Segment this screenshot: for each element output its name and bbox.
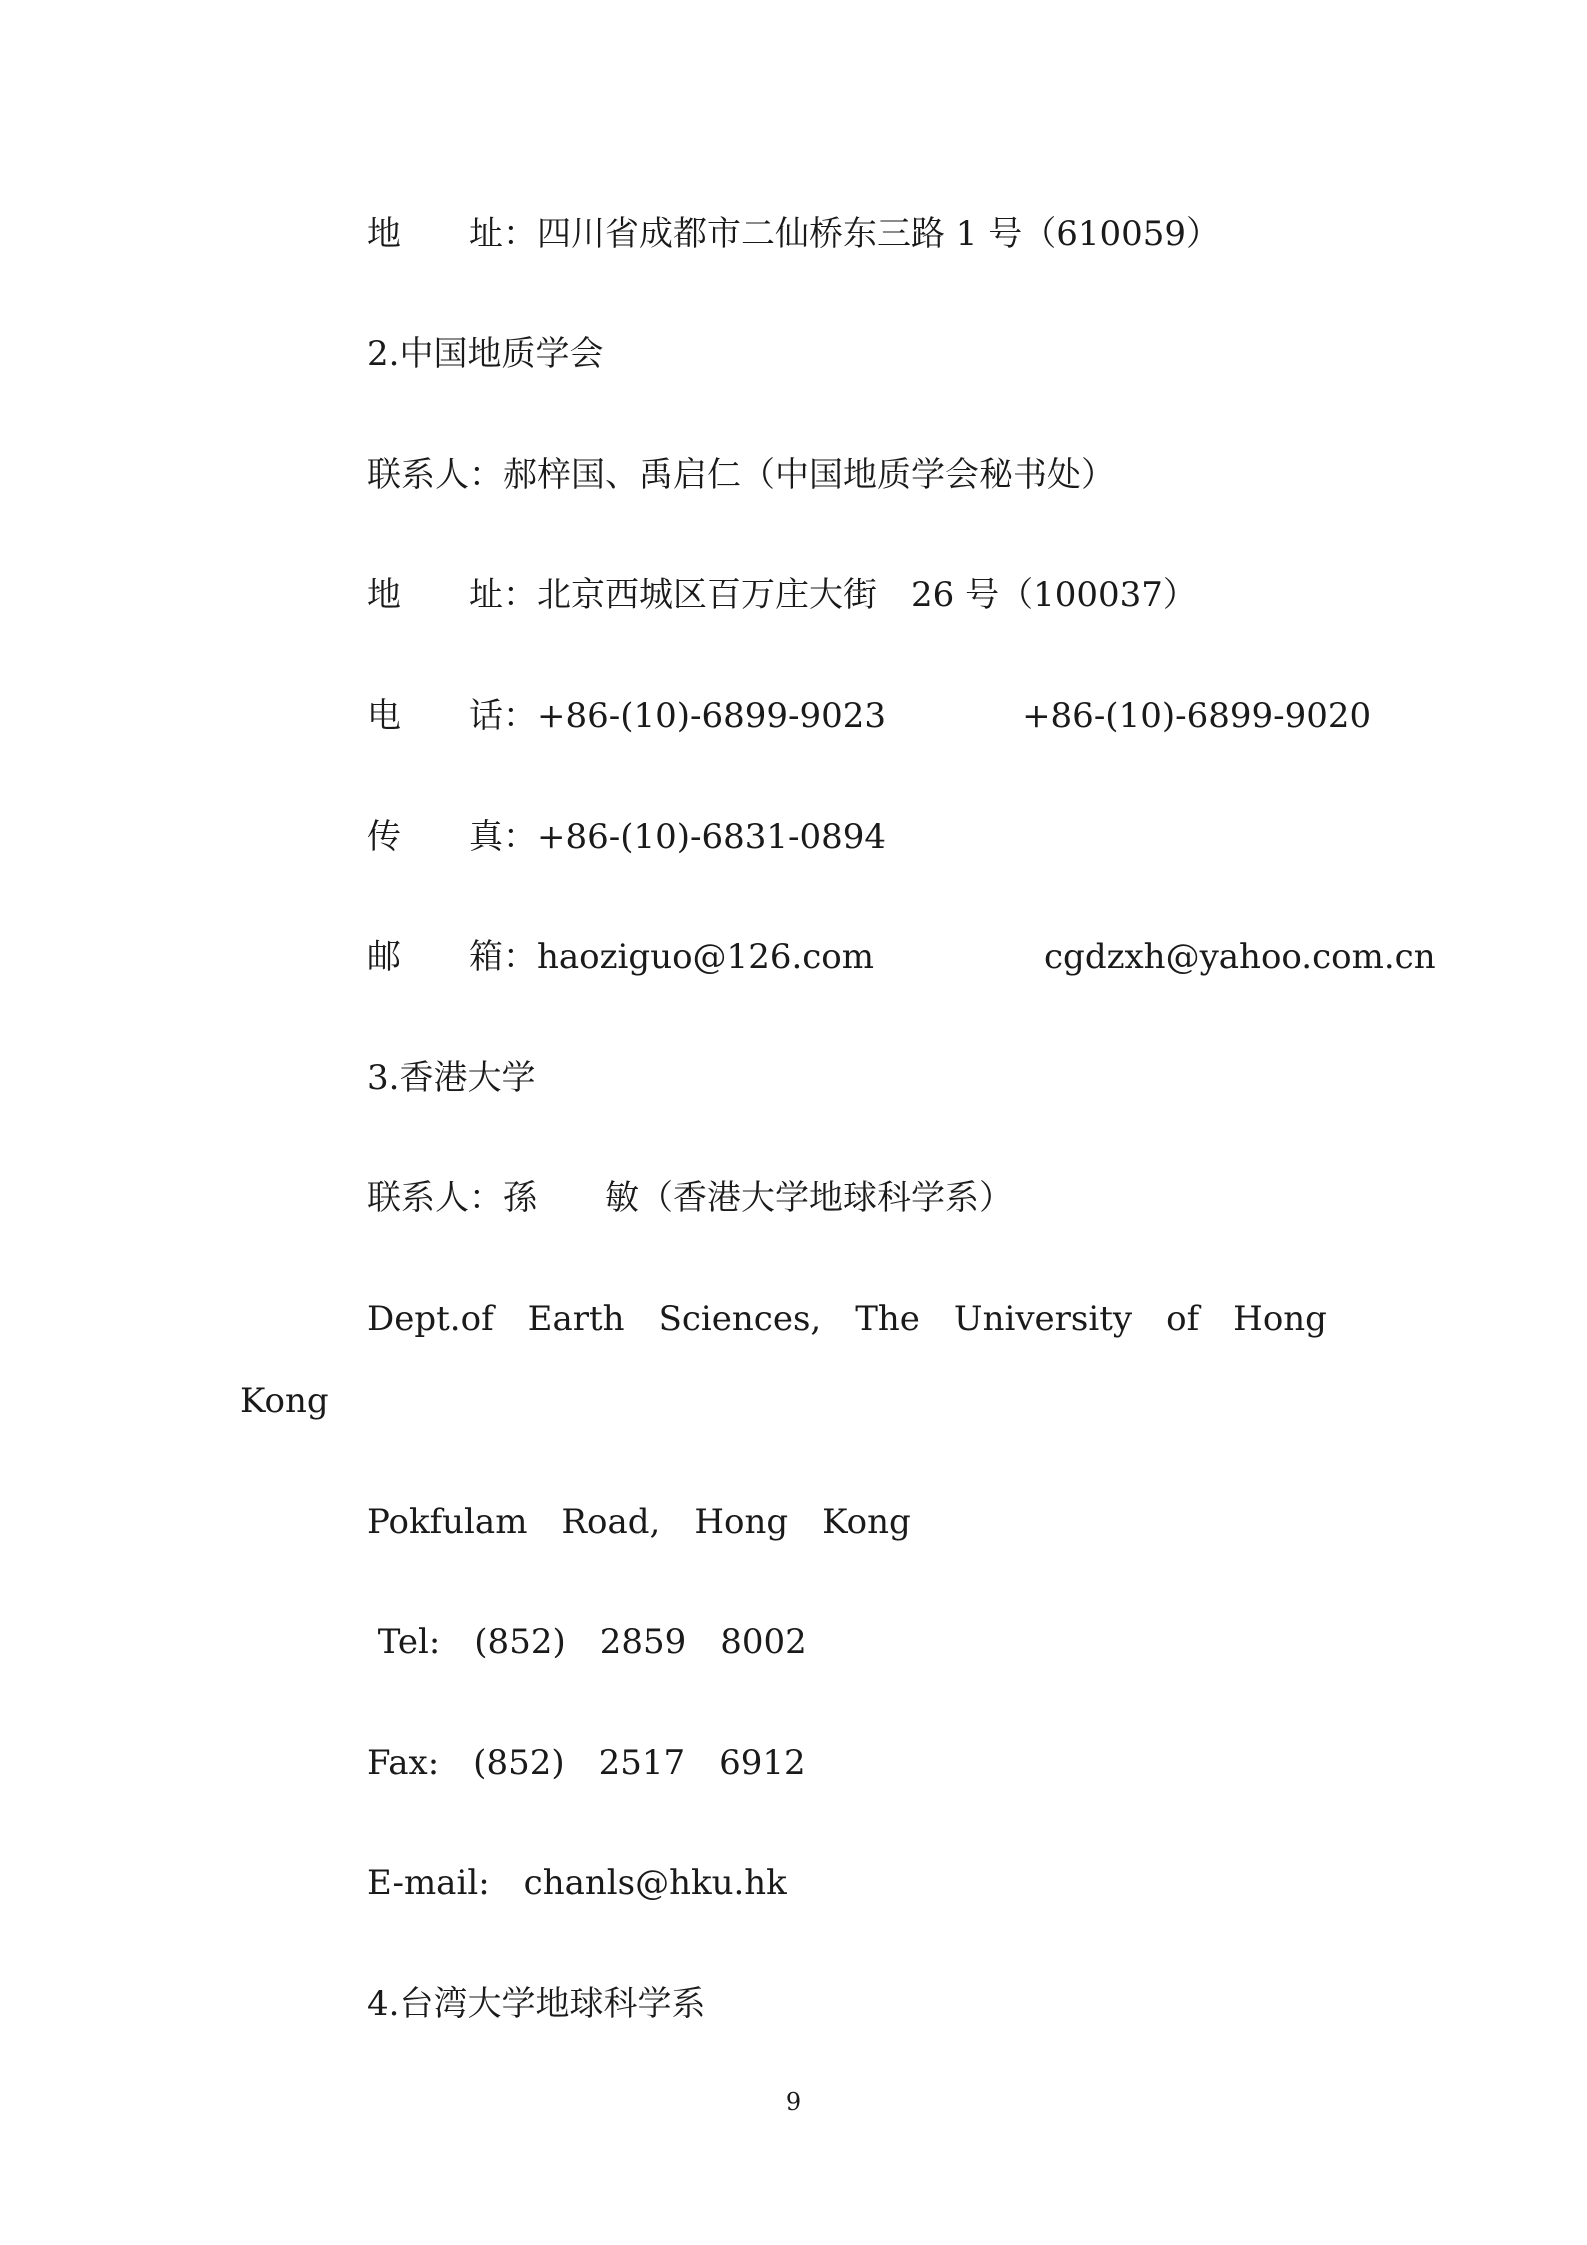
- contact-person-line-hku: 联系人：孫 敏（香港大学地球科学系）: [367, 1178, 1013, 1218]
- english-address-line: Dept.of Earth Sciences, The University of Hong: [367, 1299, 1327, 1339]
- section-heading-ntu: 4.台湾大学地球科学系: [367, 1984, 706, 2024]
- page-number: 9: [785, 2088, 802, 2116]
- fax-line: 传 真：+86-(10)-6831-0894: [367, 817, 887, 857]
- section-heading-hku: 3.香港大学: [367, 1058, 536, 1098]
- email-line: 邮 箱：haoziguo@126.com cgdzxh@yahoo.com.cn: [367, 937, 1436, 977]
- section-heading-geological-society: 2.中国地质学会: [367, 334, 604, 374]
- tel-line-hku: Tel: (852) 2859 8002: [367, 1622, 807, 1662]
- address-line-beijing: 地 址：北京西城区百万庄大街 26 号（100037）: [367, 575, 1197, 615]
- email-line-hku: E-mail: chanls@hku.hk: [367, 1863, 787, 1903]
- contact-person-line: 联系人：郝梓国、禹启仁（中国地质学会秘书处）: [367, 455, 1115, 495]
- phone-line: 电 话：+86-(10)-6899-9023 +86-(10)-6899-9020: [367, 696, 1372, 736]
- english-address-continuation: Kong: [240, 1381, 329, 1421]
- address-line-chengdu: 地 址：四川省成都市二仙桥东三路 1 号（610059）: [367, 214, 1221, 254]
- english-street-line: Pokfulam Road, Hong Kong: [367, 1502, 911, 1542]
- fax-line-hku: Fax: (852) 2517 6912: [367, 1743, 806, 1783]
